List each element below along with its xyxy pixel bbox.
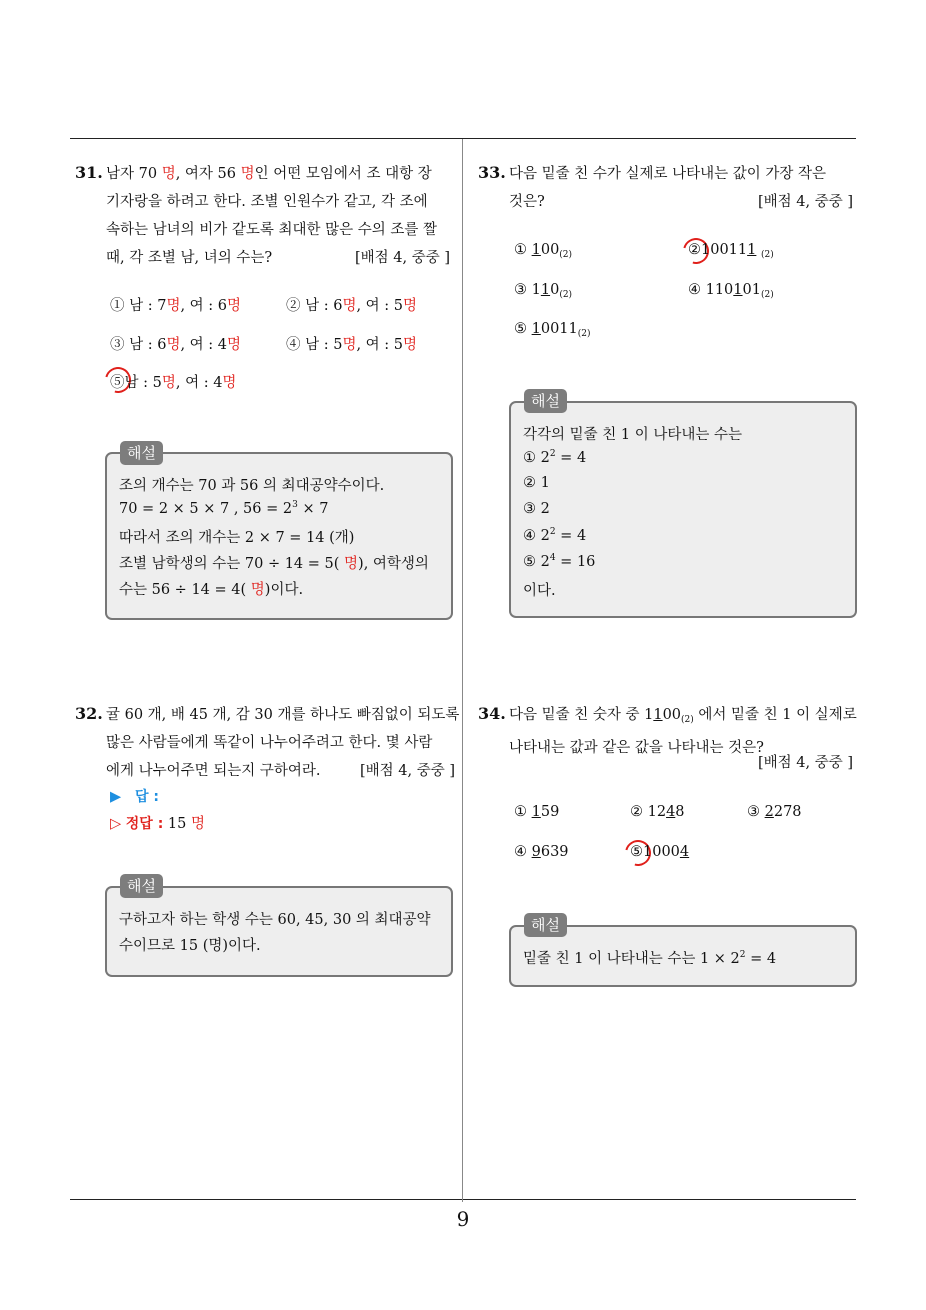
choice-2[interactable]: ②100111 $_{(2)}$ bbox=[688, 242, 774, 260]
correct-answer: ▷ 정답 : 15 명 bbox=[110, 816, 205, 832]
question-line: 에게 나누어주면 되는지 구하여라. bbox=[106, 763, 321, 779]
explanation-line: 밑줄 친 1 이 나타내는 수는 $1 \times 2^2 = 4$ bbox=[523, 950, 777, 967]
question-line: 귤 60 개, 배 45 개, 감 30 개를 하나도 빠짐없이 되도록 bbox=[106, 707, 460, 723]
question-line: 나타내는 값과 같은 값을 나타내는 것은? bbox=[509, 740, 764, 756]
bottom-rule bbox=[70, 1199, 856, 1200]
top-rule bbox=[70, 138, 856, 139]
explanation-line: 수는 56 ÷ 14 = 4( 명)이다. bbox=[119, 582, 304, 598]
choice-3[interactable]: ③ 2278 bbox=[747, 804, 802, 820]
explanation-line: ② 1 bbox=[523, 475, 550, 491]
explanation-box bbox=[105, 452, 453, 620]
question-line: 때, 각 조별 남, 녀의 수는? bbox=[106, 250, 273, 266]
answer-arrow-icon: ▶ bbox=[110, 789, 122, 805]
column-divider bbox=[462, 139, 463, 1202]
question-number: 32. bbox=[75, 704, 103, 723]
explanation-tag: 해설 bbox=[524, 913, 567, 937]
question-line: 많은 사람들에게 똑같이 나누어주려고 한다. 몇 사람 bbox=[106, 735, 433, 751]
explanation-line: 수이므로 15 (명)이다. bbox=[119, 938, 261, 954]
choice-3[interactable]: ③ 남 : 6명, 여 : 4명 bbox=[110, 337, 242, 353]
explanation-tag: 해설 bbox=[120, 874, 163, 898]
answer-label: 답 : bbox=[134, 789, 159, 805]
explanation-line: ④ $2^2 = 4$ bbox=[523, 527, 587, 544]
correct-answer-label: 정답 : bbox=[125, 816, 164, 832]
question-number: 31. bbox=[75, 163, 103, 182]
score-difficulty: [배점 4, 중중 ] bbox=[757, 755, 853, 771]
explanation-line: 각각의 밑줄 친 1 이 나타내는 수는 bbox=[523, 427, 742, 443]
score-difficulty: [배점 4, 중중 ] bbox=[359, 763, 455, 779]
explanation-box bbox=[105, 886, 453, 977]
question-line: 다음 밑줄 친 숫자 중 $1100_{(2)}$ 에서 밑줄 친 1 이 실제로 bbox=[509, 707, 857, 725]
question-line: 기자랑을 하려고 한다. 조별 인원수가 같고, 각 조에 bbox=[106, 194, 428, 210]
score-difficulty: [배점 4, 중중 ] bbox=[354, 250, 450, 266]
explanation-tag: 해설 bbox=[120, 441, 163, 465]
explanation-line: ① $2^2 = 4$ bbox=[523, 449, 587, 466]
choice-4[interactable]: ④ $110101_{(2)}$ bbox=[688, 282, 774, 300]
choice-5[interactable]: ⑤남 : 5명, 여 : 4명 bbox=[110, 375, 237, 391]
choice-1[interactable]: ① $100_{(2)}$ bbox=[514, 242, 573, 260]
page-number: 9 bbox=[456, 1207, 470, 1231]
question-line: 속하는 남녀의 비가 같도록 최대한 많은 수의 조를 짤 bbox=[106, 222, 438, 238]
choice-2[interactable]: ② 남 : 6명, 여 : 5명 bbox=[286, 298, 418, 314]
question-line: 것은? bbox=[509, 194, 545, 210]
score-difficulty: [배점 4, 중중 ] bbox=[757, 194, 853, 210]
explanation-box bbox=[509, 401, 857, 618]
correct-arrow-icon: ▷ bbox=[110, 816, 122, 832]
answer-field[interactable] bbox=[110, 786, 159, 806]
explanation-line: ⑤ $2^4 = 16$ bbox=[523, 553, 596, 570]
question-line: 남자 70 명, 여자 56 명인 어떤 모임에서 조 대항 장 bbox=[106, 166, 432, 182]
explanation-line: 70 = 2 × 5 × 7 , $56 = 2^3 \times 7$ bbox=[119, 500, 329, 517]
explanation-line: 구하고자 하는 학생 수는 60, 45, 30 의 최대공약 bbox=[119, 912, 431, 928]
explanation-line: 따라서 조의 개수는 2 × 7 = 14 (개) bbox=[119, 530, 355, 546]
choice-3[interactable]: ③ $110_{(2)}$ bbox=[514, 282, 573, 300]
question-number: 33. bbox=[478, 163, 506, 182]
choice-1[interactable]: ① 남 : 7명, 여 : 6명 bbox=[110, 298, 242, 314]
question-number: 34. bbox=[478, 704, 506, 723]
choice-4[interactable]: ④ 남 : 5명, 여 : 5명 bbox=[286, 337, 418, 353]
explanation-line: 이다. bbox=[523, 583, 556, 599]
explanation-line: ③ 2 bbox=[523, 501, 550, 517]
choice-2[interactable]: ② 1248 bbox=[630, 804, 685, 820]
explanation-tag: 해설 bbox=[524, 389, 567, 413]
choice-4[interactable]: ④ 9639 bbox=[514, 844, 569, 860]
explanation-line: 조의 개수는 70 과 56 의 최대공약수이다. bbox=[119, 478, 385, 494]
choice-5[interactable]: ⑤10004 bbox=[630, 844, 690, 860]
explanation-line: 조별 남학생의 수는 70 ÷ 14 = 5( 명), 여학생의 bbox=[119, 556, 429, 572]
choice-1[interactable]: ① 159 bbox=[514, 804, 560, 820]
question-line: 다음 밑줄 친 수가 실제로 나타내는 값이 가장 작은 bbox=[509, 166, 827, 182]
choice-5[interactable]: ⑤ $10011_{(2)}$ bbox=[514, 321, 591, 339]
